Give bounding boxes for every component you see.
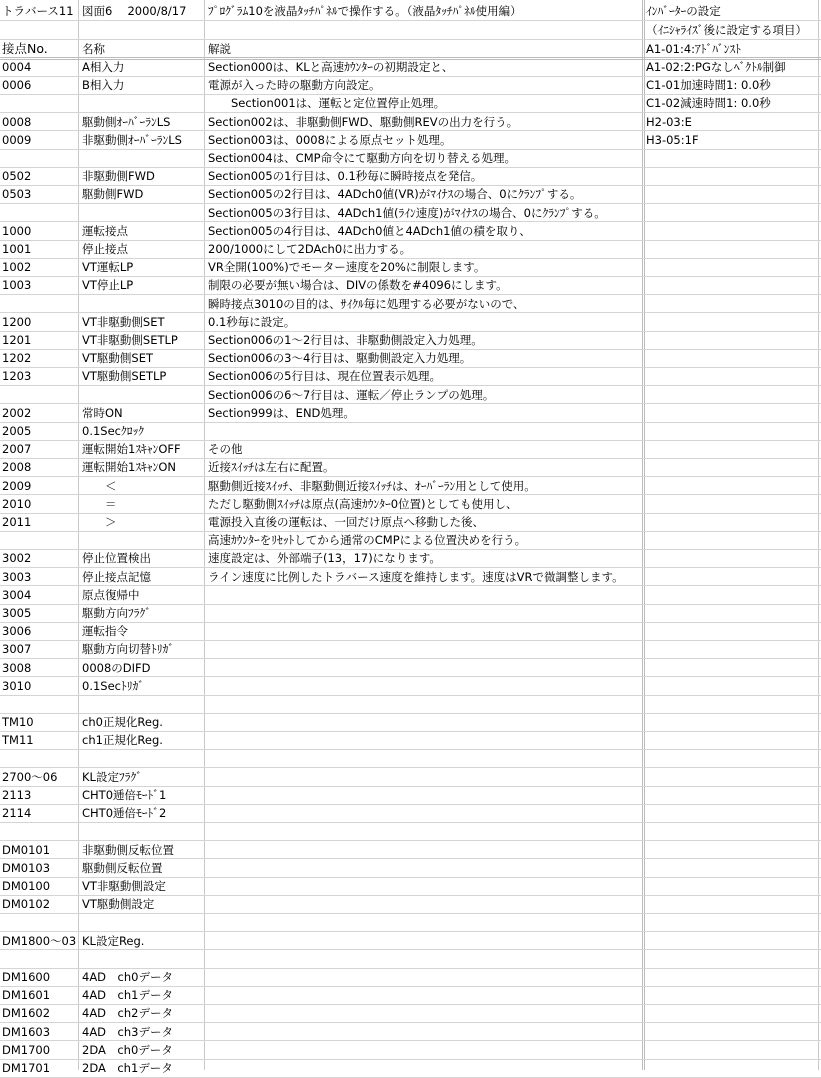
table-row — [0, 167, 821, 185]
cell-inverter[interactable] — [644, 1059, 646, 1077]
cell-inverter[interactable] — [644, 859, 646, 877]
cell-name[interactable]: KL設定Reg. — [82, 933, 145, 948]
table-row — [0, 622, 821, 640]
cell-inverter[interactable] — [644, 640, 646, 658]
table-row — [0, 786, 821, 804]
cell-number[interactable] — [0, 913, 2, 931]
cell-number[interactable] — [0, 822, 2, 840]
cell-name[interactable]: VT非駆動側設定 — [82, 879, 166, 893]
cell-name[interactable]: 4AD ch3データ — [82, 1024, 173, 1039]
cell-name[interactable]: ch1正規化Reg. — [82, 733, 163, 748]
table-row — [0, 313, 821, 331]
cell-inverter[interactable] — [644, 422, 646, 440]
table-row — [0, 950, 821, 968]
table-row — [0, 422, 821, 440]
cell-description[interactable]: Section005の3行目は、4ADch1値(ﾗｲﾝ速度)がﾏｲﾅｽの場合、0にｸﾗﾝﾌﾟする。 — [208, 205, 606, 220]
cell-inverter[interactable] — [644, 204, 646, 222]
subtitle-row — [0, 21, 821, 39]
cell-description[interactable]: 駆動側近接ｽｲｯﾁ、非駆動側近接ｽｲｯﾁは、ｵｰﾊﾞｰﾗﾝ用として使用。 — [208, 478, 536, 493]
cell-number[interactable]: 1002 — [2, 260, 32, 275]
cell-description[interactable]: 200/1000にして2DAch0に出力する。 — [208, 242, 412, 256]
table-row — [0, 367, 821, 385]
cell-number[interactable]: DM1701 — [2, 1061, 51, 1075]
cell-description[interactable] — [206, 895, 208, 913]
cell-description[interactable] — [206, 659, 208, 677]
cell-number[interactable] — [0, 94, 2, 112]
table-row — [0, 968, 821, 986]
cell-description[interactable]: Section004は、CMP命令にて駆動方向を切り替える処理。 — [208, 151, 517, 165]
title-row — [0, 2, 821, 20]
cell-name[interactable]: 駆動側反転位置 — [82, 860, 163, 875]
cell-inverter[interactable] — [644, 386, 646, 404]
cell-description[interactable]: Section006の6～7行目は、運転／停止ランプの処理。 — [208, 387, 495, 402]
table-row — [0, 113, 821, 131]
cell-number[interactable] — [0, 695, 2, 713]
cell-name[interactable] — [80, 950, 82, 968]
cell-number[interactable]: 3004 — [2, 587, 32, 602]
cell-name[interactable] — [80, 531, 82, 549]
cell-name[interactable] — [80, 295, 82, 313]
cell-number[interactable] — [0, 950, 2, 968]
cell-number[interactable]: 2009 — [2, 478, 32, 493]
table-row — [0, 295, 821, 313]
cell-name[interactable]: 運転開始1ｽｷｬﾝOFF — [82, 442, 181, 457]
cell-name[interactable] — [80, 750, 82, 768]
table-row — [0, 568, 821, 586]
cell-inverter[interactable] — [644, 349, 646, 367]
cell-inverter[interactable] — [644, 513, 646, 531]
cell-number[interactable]: 0006 — [2, 78, 32, 93]
title-cell-1[interactable]: トラバース11 — [2, 4, 74, 18]
cell-inverter[interactable] — [644, 604, 646, 622]
cell-description[interactable]: Section002は、非駆動側FWD、駆動側REVの出力を行う。 — [208, 114, 519, 129]
cell-description[interactable]: Section006の5行目は、現在位置表示処理。 — [208, 369, 441, 384]
cell-name[interactable]: 0.1Secﾄﾘｶﾞ — [82, 678, 144, 693]
table-row — [0, 913, 821, 931]
cell-number[interactable]: TM10 — [2, 715, 34, 730]
cell-description[interactable] — [206, 422, 208, 440]
cell-description[interactable] — [206, 932, 208, 950]
cell-number[interactable]: 1001 — [2, 242, 32, 256]
cell-name[interactable]: 原点復帰中 — [82, 587, 140, 602]
cell-number[interactable]: 1200 — [2, 314, 32, 329]
cell-number[interactable]: DM1601 — [2, 988, 51, 1003]
cell-description[interactable]: Section999は、END処理。 — [208, 405, 355, 420]
cell-name[interactable]: 4AD ch0データ — [82, 970, 173, 984]
table-row — [0, 131, 821, 149]
cell-inverter[interactable] — [644, 1023, 646, 1041]
cell-description[interactable] — [206, 877, 208, 895]
cell-number[interactable]: 2010 — [2, 496, 32, 511]
cell-inverter[interactable] — [644, 258, 646, 276]
cell-description[interactable] — [206, 1041, 208, 1059]
table-row — [0, 276, 821, 294]
cell-name[interactable]: A相入力 — [82, 60, 125, 74]
cell-description[interactable] — [206, 713, 208, 731]
cell-name[interactable]: 非駆動側FWD — [82, 169, 155, 184]
table-row — [0, 1041, 821, 1059]
subtitle-cell-4[interactable]: （ｲﾆｼｬﾗｲｽﾞ後に設定する項目） — [646, 23, 807, 37]
cell-number[interactable]: DM0102 — [2, 897, 51, 912]
cell-description[interactable]: ライン速度に比例したトラバース速度を維持します。速度はVRで微調整します。 — [208, 569, 624, 584]
cell-inverter[interactable] — [644, 877, 646, 895]
cell-number[interactable]: DM1602 — [2, 1006, 51, 1021]
cell-number[interactable]: 3002 — [2, 551, 32, 566]
table-row — [0, 713, 821, 731]
cell-description[interactable] — [206, 731, 208, 749]
cell-number[interactable] — [0, 531, 2, 549]
cell-inverter[interactable] — [644, 968, 646, 986]
table-row — [0, 458, 821, 476]
header-cell-description[interactable]: 解説 — [208, 42, 231, 56]
cell-description[interactable]: Section005の2行目は、4ADch0値(VR)がﾏｲﾅｽの場合、0にｸﾗﾝﾌﾟする。 — [208, 187, 582, 202]
cell-number[interactable]: DM1600 — [2, 970, 51, 984]
table-row — [0, 804, 821, 822]
cell-description[interactable] — [206, 1004, 208, 1022]
cell-inverter[interactable] — [644, 731, 646, 749]
cell-name[interactable]: 停止位置検出 — [82, 551, 151, 566]
cell-number[interactable]: 3005 — [2, 606, 32, 620]
cell-inverter[interactable] — [644, 695, 646, 713]
table-row — [0, 549, 821, 567]
cell-number[interactable]: 0503 — [2, 187, 32, 202]
cell-number[interactable]: 2011 — [2, 515, 32, 529]
table-row — [0, 822, 821, 840]
cell-name[interactable]: 駆動側FWD — [82, 187, 144, 202]
table-row — [0, 604, 821, 622]
table-row — [0, 331, 821, 349]
cell-name[interactable]: VT駆動側SETLP — [82, 369, 167, 384]
cell-number[interactable]: DM0101 — [2, 842, 51, 857]
cell-description[interactable]: ただし駆動側ｽｲｯﾁは原点(高速ｶｳﾝﾀｰ0位置)としても使用し、 — [208, 496, 518, 511]
cell-description[interactable] — [206, 586, 208, 604]
cell-description[interactable]: Section006の3～4行目は、駆動側設定入力処理。 — [208, 351, 472, 366]
cell-description[interactable]: 0.1秒毎に設定。 — [208, 314, 296, 329]
cell-description[interactable] — [206, 677, 208, 695]
cell-inverter[interactable] — [644, 495, 646, 513]
cell-number[interactable]: DM1603 — [2, 1024, 51, 1039]
table-row — [0, 240, 821, 258]
table-row — [0, 859, 821, 877]
cell-description[interactable] — [206, 786, 208, 804]
cell-inverter[interactable] — [644, 149, 646, 167]
cell-name[interactable]: 2DA ch1データ — [82, 1061, 173, 1075]
cell-description[interactable] — [206, 913, 208, 931]
cell-number[interactable]: 3010 — [2, 678, 32, 693]
cell-description[interactable]: 高速ｶｳﾝﾀｰをﾘｾｯﾄしてから通常のCMPによる位置決めを行う。 — [208, 533, 527, 548]
cell-description[interactable] — [206, 640, 208, 658]
cell-description[interactable] — [206, 968, 208, 986]
cell-name[interactable]: 運転指令 — [82, 624, 128, 639]
table-row — [0, 841, 821, 859]
table-row — [0, 1023, 821, 1041]
cell-description[interactable] — [206, 604, 208, 622]
cell-description[interactable]: その他 — [208, 442, 243, 457]
table-row — [0, 731, 821, 749]
cell-name[interactable]: 停止接点記憶 — [82, 569, 151, 584]
cell-inverter[interactable] — [644, 913, 646, 931]
cell-number[interactable]: DM0103 — [2, 860, 51, 875]
cell-name[interactable]: CHT0逓倍ﾓｰﾄﾞ1 — [82, 788, 167, 802]
cell-number[interactable]: 3007 — [2, 642, 32, 657]
header-row — [0, 40, 821, 58]
header-cell-number[interactable]: 接点No. — [2, 41, 48, 56]
cell-number[interactable]: 2113 — [2, 788, 32, 802]
table-row — [0, 185, 821, 203]
cell-number[interactable] — [0, 295, 2, 313]
cell-description[interactable] — [206, 841, 208, 859]
cell-number[interactable]: 0008 — [2, 114, 32, 129]
table-row — [0, 750, 821, 768]
cell-name[interactable]: ＝ — [82, 496, 117, 511]
cell-number[interactable]: 2005 — [2, 424, 32, 438]
header-cell-inverter[interactable]: A1-01:4:ｱﾄﾞﾊﾞﾝｽﾄ — [646, 42, 742, 56]
cell-inverter[interactable]: H3-05:1F — [646, 132, 699, 147]
cell-name[interactable]: ＜ — [82, 478, 117, 493]
cell-inverter[interactable] — [644, 1041, 646, 1059]
cell-description[interactable]: Section005の4行目は、4ADch0値と4ADch1値の積を取り、 — [208, 223, 531, 238]
cell-description[interactable] — [206, 804, 208, 822]
cell-name[interactable]: VT非駆動側SETLP — [82, 333, 178, 347]
cell-inverter[interactable] — [644, 404, 646, 422]
cell-inverter[interactable] — [644, 677, 646, 695]
title-cell-2[interactable]: 図面6 2000/8/17 — [82, 4, 187, 18]
table-row — [0, 386, 821, 404]
cell-name[interactable] — [80, 149, 82, 167]
cell-number[interactable]: 1202 — [2, 351, 32, 366]
cell-name[interactable]: 0008のDIFD — [82, 660, 151, 675]
table-row — [0, 586, 821, 604]
cell-description[interactable] — [206, 1059, 208, 1077]
cell-inverter[interactable] — [644, 895, 646, 913]
table-row — [0, 932, 821, 950]
table-row — [0, 895, 821, 913]
cell-inverter[interactable] — [644, 185, 646, 203]
cell-inverter[interactable] — [644, 276, 646, 294]
table-row — [0, 440, 821, 458]
cell-number[interactable]: 1203 — [2, 369, 32, 384]
table-row — [0, 659, 821, 677]
cell-name[interactable]: 運転接点 — [82, 223, 128, 238]
cell-number[interactable] — [0, 750, 2, 768]
cell-inverter[interactable] — [644, 804, 646, 822]
cell-number[interactable] — [0, 204, 2, 222]
cell-inverter[interactable] — [644, 822, 646, 840]
cell-name[interactable]: 駆動側ｵｰﾊﾞｰﾗﾝLS — [82, 114, 171, 129]
table-row — [0, 477, 821, 495]
cell-description[interactable]: Section006の1～2行目は、非駆動側設定入力処理。 — [208, 333, 483, 347]
table-row — [0, 349, 821, 367]
cell-number[interactable]: 2002 — [2, 405, 32, 420]
table-row — [0, 58, 821, 76]
table-row — [0, 222, 821, 240]
cell-number[interactable]: 0502 — [2, 169, 32, 184]
table-row — [0, 404, 821, 422]
cell-name[interactable]: 運転開始1ｽｷｬﾝON — [82, 460, 176, 475]
cell-inverter[interactable] — [644, 586, 646, 604]
cell-number[interactable]: DM0100 — [2, 879, 51, 893]
cell-description[interactable]: 電源投入直後の運転は、一回だけ原点へ移動した後、 — [208, 515, 484, 529]
cell-description[interactable] — [206, 768, 208, 786]
cell-description[interactable]: Section000は、KLと高速ｶｳﾝﾀｰの初期設定と、 — [208, 60, 454, 74]
cell-number[interactable]: 0009 — [2, 132, 32, 147]
cell-inverter[interactable] — [644, 295, 646, 313]
title-cell-4[interactable]: ｲﾝﾊﾞｰﾀｰの設定 — [646, 4, 721, 18]
cell-inverter[interactable] — [644, 331, 646, 349]
cell-inverter[interactable] — [644, 222, 646, 240]
cell-name[interactable] — [80, 94, 82, 112]
cell-inverter[interactable] — [644, 713, 646, 731]
cell-number[interactable]: 3003 — [2, 569, 32, 584]
cell-inverter[interactable] — [644, 477, 646, 495]
cell-name[interactable]: VT駆動側SET — [82, 351, 153, 366]
cell-description[interactable] — [206, 950, 208, 968]
cell-description[interactable] — [206, 622, 208, 640]
cell-inverter[interactable] — [644, 932, 646, 950]
table-row — [0, 1059, 821, 1077]
table-row — [0, 695, 821, 713]
cell-name[interactable]: 2DA ch0データ — [82, 1042, 173, 1057]
cell-name[interactable]: 常時ON — [82, 405, 123, 420]
cell-description[interactable] — [206, 822, 208, 840]
table-row — [0, 1004, 821, 1022]
table-row — [0, 513, 821, 531]
cell-inverter[interactable] — [644, 313, 646, 331]
cell-name[interactable] — [80, 913, 82, 931]
cell-description[interactable] — [206, 1023, 208, 1041]
table-row — [0, 258, 821, 276]
cell-name[interactable]: VT非駆動側SET — [82, 314, 165, 329]
table-row — [0, 495, 821, 513]
table-row — [0, 877, 821, 895]
cell-description[interactable]: 速度設定は、外部端子(13，17)になります。 — [208, 551, 441, 566]
cell-name[interactable]: 停止接点 — [82, 242, 128, 256]
cell-description[interactable]: 制限の必要が無い場合は、DIVの係数を#4096にします。 — [208, 278, 508, 293]
cell-description[interactable] — [206, 750, 208, 768]
title-cell-3[interactable]: ﾌﾟﾛｸﾞﾗﾑ10を液晶ﾀｯﾁﾊﾟﾈﾙで操作する。（液晶ﾀｯﾁﾊﾟﾈﾙ使用編） — [208, 4, 522, 18]
cell-inverter[interactable] — [644, 622, 646, 640]
cell-inverter[interactable] — [644, 659, 646, 677]
cell-number[interactable]: 3008 — [2, 660, 32, 675]
cell-description[interactable]: Section001は、運転と定位置停止処理。 — [208, 96, 446, 111]
cell-inverter[interactable] — [644, 458, 646, 476]
cell-number[interactable]: 2700～06 — [2, 769, 58, 784]
cell-inverter[interactable]: A1-02:2:PGなしﾍﾞｸﾄﾙ制御 — [646, 60, 786, 74]
cell-name[interactable]: 0.1Secｸﾛｯｸ — [82, 424, 144, 438]
cell-number[interactable]: 0004 — [2, 60, 32, 74]
cell-inverter[interactable] — [644, 367, 646, 385]
table-row — [0, 76, 821, 94]
table-row — [0, 204, 821, 222]
cell-number[interactable]: 3006 — [2, 624, 32, 639]
table-row — [0, 531, 821, 549]
cell-inverter[interactable]: H2-03:E — [646, 114, 692, 129]
cell-name[interactable]: 駆動方向ﾌﾗｸﾞ — [82, 606, 151, 620]
cell-name[interactable] — [80, 204, 82, 222]
cell-inverter[interactable] — [644, 786, 646, 804]
cell-number[interactable] — [0, 386, 2, 404]
cell-inverter[interactable]: C1-02減速時間1: 0.0秒 — [646, 96, 771, 111]
cell-inverter[interactable]: C1-01加速時間1: 0.0秒 — [646, 78, 771, 93]
cell-number[interactable]: 2007 — [2, 442, 32, 457]
cell-inverter[interactable] — [644, 240, 646, 258]
cell-inverter[interactable] — [644, 440, 646, 458]
cell-name[interactable]: 4AD ch1データ — [82, 988, 173, 1003]
cell-name[interactable] — [80, 822, 82, 840]
table-row — [0, 986, 821, 1004]
cell-name[interactable]: 非駆動側反転位置 — [82, 842, 174, 857]
cell-name[interactable]: ch0正規化Reg. — [82, 715, 163, 730]
cell-inverter[interactable] — [644, 531, 646, 549]
cell-description[interactable]: 近接ｽｲｯﾁは左右に配置。 — [208, 460, 335, 475]
cell-number[interactable]: 2114 — [2, 806, 32, 821]
table-row — [0, 149, 821, 167]
cell-name[interactable]: VT運転LP — [82, 260, 134, 275]
cell-inverter[interactable] — [644, 950, 646, 968]
cell-name[interactable] — [80, 695, 82, 713]
cell-inverter[interactable] — [644, 750, 646, 768]
cell-number[interactable]: 1000 — [2, 223, 32, 238]
cell-description[interactable]: VR全開(100%)でモーター速度を20%に制限します。 — [208, 260, 486, 275]
cell-number[interactable]: 2008 — [2, 460, 32, 475]
cell-name[interactable]: CHT0逓倍ﾓｰﾄﾞ2 — [82, 806, 167, 821]
cell-inverter[interactable] — [644, 1004, 646, 1022]
cell-name[interactable]: KL設定ﾌﾗｸﾞ — [82, 769, 142, 784]
cell-name[interactable]: VT駆動側設定 — [82, 897, 155, 912]
cell-number[interactable]: DM1800～03 — [2, 933, 77, 948]
cell-description[interactable] — [206, 859, 208, 877]
cell-number[interactable]: TM11 — [2, 733, 34, 748]
cell-number[interactable]: 1003 — [2, 278, 32, 293]
cell-description[interactable]: Section005の1行目は、0.1秒毎に瞬時接点を発信。 — [208, 169, 483, 184]
cell-description[interactable]: Section003は、0008による原点セット処理。 — [208, 132, 452, 147]
cell-description[interactable] — [206, 986, 208, 1004]
table-row — [0, 677, 821, 695]
cell-name[interactable]: 4AD ch2データ — [82, 1006, 173, 1021]
cell-inverter[interactable] — [644, 167, 646, 185]
header-cell-name[interactable]: 名称 — [82, 42, 105, 56]
cell-description[interactable] — [206, 695, 208, 713]
cell-name[interactable]: VT停止LP — [82, 278, 134, 293]
cell-name[interactable]: 非駆動側ｵｰﾊﾞｰﾗﾝLS — [82, 132, 182, 147]
table-row — [0, 768, 821, 786]
cell-inverter[interactable] — [644, 568, 646, 586]
cell-inverter[interactable] — [644, 841, 646, 859]
table-row — [0, 640, 821, 658]
cell-number[interactable]: DM1700 — [2, 1042, 51, 1057]
cell-number[interactable]: 1201 — [2, 333, 32, 347]
table-row — [0, 94, 821, 112]
cell-inverter[interactable] — [644, 986, 646, 1004]
cell-name[interactable]: 駆動方向切替ﾄﾘｶﾞ — [82, 642, 174, 657]
cell-name[interactable]: ＞ — [82, 515, 117, 529]
cell-name[interactable]: B相入力 — [82, 78, 125, 93]
cell-description[interactable]: 瞬時接点3010の目的は、ｻｲｸﾙ毎に処理する必要がないので、 — [208, 296, 525, 311]
cell-name[interactable] — [80, 386, 82, 404]
cell-inverter[interactable] — [644, 549, 646, 567]
cell-description[interactable]: 電源が入った時の駆動方向設定。 — [208, 78, 381, 93]
cell-number[interactable] — [0, 149, 2, 167]
cell-inverter[interactable] — [644, 768, 646, 786]
